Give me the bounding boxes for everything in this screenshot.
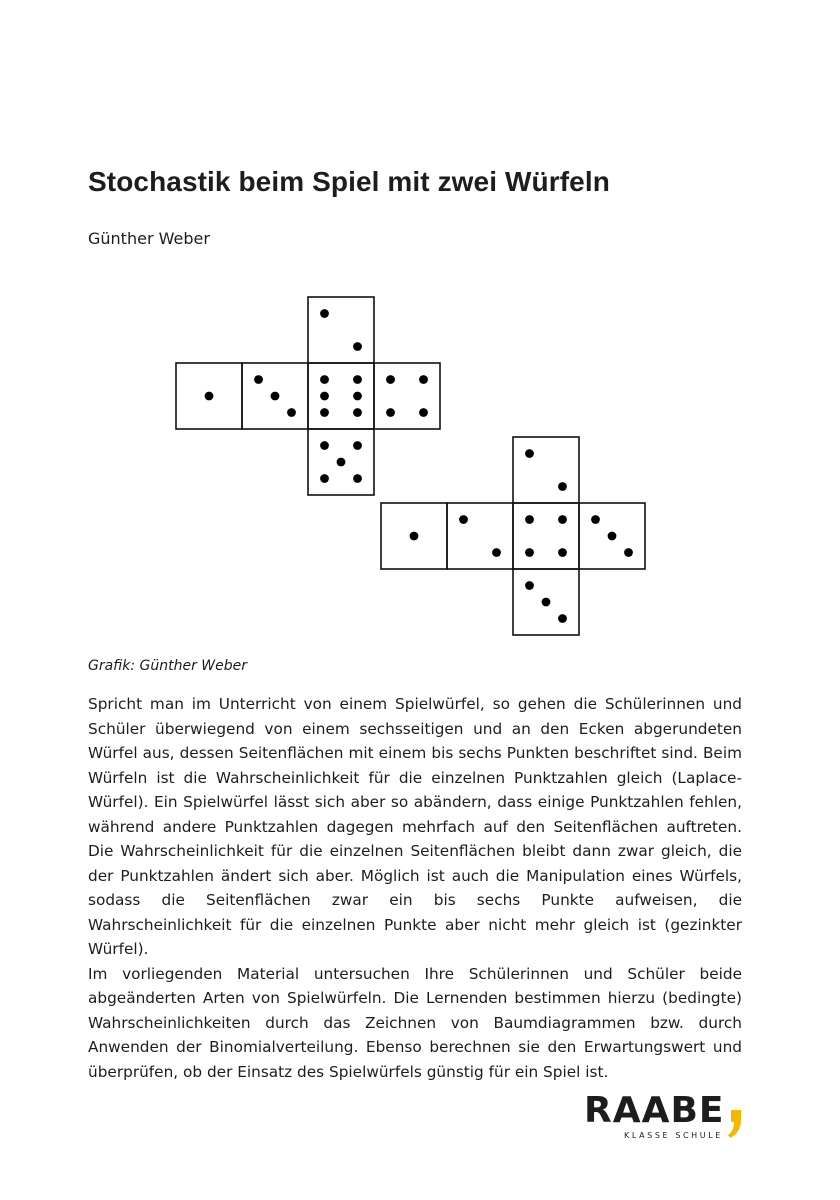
- die-face: [513, 569, 579, 635]
- die-face: [242, 363, 308, 429]
- die-face: [176, 363, 242, 429]
- raabe-logo: [584, 1090, 748, 1150]
- die-face: [513, 437, 579, 503]
- die-face: [308, 363, 374, 429]
- die-pip: [320, 474, 329, 483]
- die-face-border: [308, 363, 374, 429]
- die-pip: [591, 515, 600, 524]
- die-pip: [287, 408, 296, 417]
- figure-caption: Grafik: Günther Weber: [88, 658, 247, 674]
- die-face-border: [513, 437, 579, 503]
- die-face: [308, 297, 374, 363]
- die-pip: [353, 392, 362, 401]
- dice-net-1: [176, 297, 440, 495]
- die-pip: [525, 548, 534, 557]
- die-pip: [558, 548, 567, 557]
- die-pip: [419, 375, 428, 384]
- logo-comma-icon: [728, 1110, 741, 1138]
- die-face: [579, 503, 645, 569]
- die-pip: [353, 342, 362, 351]
- die-pip: [337, 458, 346, 467]
- die-pip: [410, 532, 419, 541]
- die-pip: [492, 548, 501, 557]
- die-pip: [419, 408, 428, 417]
- die-pip: [558, 482, 567, 491]
- paragraph: Spricht man im Unterricht von einem Spielwürfel, so gehen die Schülerinnen und Schüler überwiegend von einem sechsseitigen und an den Ecken abgerundeten Würfel aus, dessen Seitenflächen mit einem bis sechs Punkten beschriftet sind. Beim Würfeln ist die Wahrscheinlichkeit für die einzelnen Punktzahlen gleich (Laplace-Würfel). Ein Spielwürfel lässt sich aber so abändern, dass einige Punktzahlen fehlen, während andere Punktzahlen dagegen mehrfach auf den Seitenflächen auftreten. Die Wahrscheinlichkeit für die einzelnen Seitenflächen bleibt dann zwar gleich, die der Punktzahlen ändert sich aber. Möglich ist auch die Manipulation eines Würfels, sodass die Seitenflächen zwar ein bis sechs Punkte aufweisen, die Wahrscheinlichkeit für die einzelnen Punkte aber nicht mehr gleich ist (gezinkter Würfel).: [88, 695, 742, 958]
- die-pip: [320, 441, 329, 450]
- die-pip: [459, 515, 468, 524]
- die-face: [447, 503, 513, 569]
- paragraph: Im vorliegenden Material untersuchen Ihre Schülerinnen und Schüler beide abgeänderten Arten von Spielwürfeln. Die Lernenden bestimmen hierzu (bedingte) Wahrscheinlichkeiten durch das Zeichnen von Baumdiagrammen bzw. durch Anwenden der Binomialverteilung. Ebenso berechnen sie den Erwartungswert und überprüfen, ob der Einsatz des Spielwürfels günstig für ein Spiel ist.: [88, 964, 742, 1081]
- die-pip: [254, 375, 263, 384]
- die-pip: [320, 375, 329, 384]
- die-pip: [608, 532, 617, 541]
- logo-tagline: KLASSE SCHULE: [624, 1131, 723, 1140]
- page-title: Stochastik beim Spiel mit zwei Würfeln: [88, 166, 610, 197]
- die-face-border: [308, 297, 374, 363]
- die-pip: [353, 474, 362, 483]
- die-face: [308, 429, 374, 495]
- die-face-border: [374, 363, 440, 429]
- die-pip: [542, 598, 551, 607]
- die-pip: [353, 408, 362, 417]
- die-pip: [205, 392, 214, 401]
- die-pip: [525, 581, 534, 590]
- die-face-border: [447, 503, 513, 569]
- die-pip: [320, 408, 329, 417]
- die-pip: [271, 392, 280, 401]
- die-face: [381, 503, 447, 569]
- die-face: [374, 363, 440, 429]
- die-pip: [386, 408, 395, 417]
- die-pip: [320, 392, 329, 401]
- die-pip: [558, 614, 567, 623]
- author-name: Günther Weber: [88, 229, 210, 248]
- die-pip: [624, 548, 633, 557]
- die-pip: [353, 441, 362, 450]
- die-face: [513, 503, 579, 569]
- body-text: [88, 692, 742, 1084]
- die-pip: [353, 375, 362, 384]
- dice-net-2: [381, 437, 645, 635]
- die-face-border: [513, 503, 579, 569]
- die-pip: [558, 515, 567, 524]
- die-pip: [386, 375, 395, 384]
- logo-wordmark: RAABE: [584, 1090, 725, 1131]
- die-pip: [525, 515, 534, 524]
- die-pip: [525, 449, 534, 458]
- die-pip: [320, 309, 329, 318]
